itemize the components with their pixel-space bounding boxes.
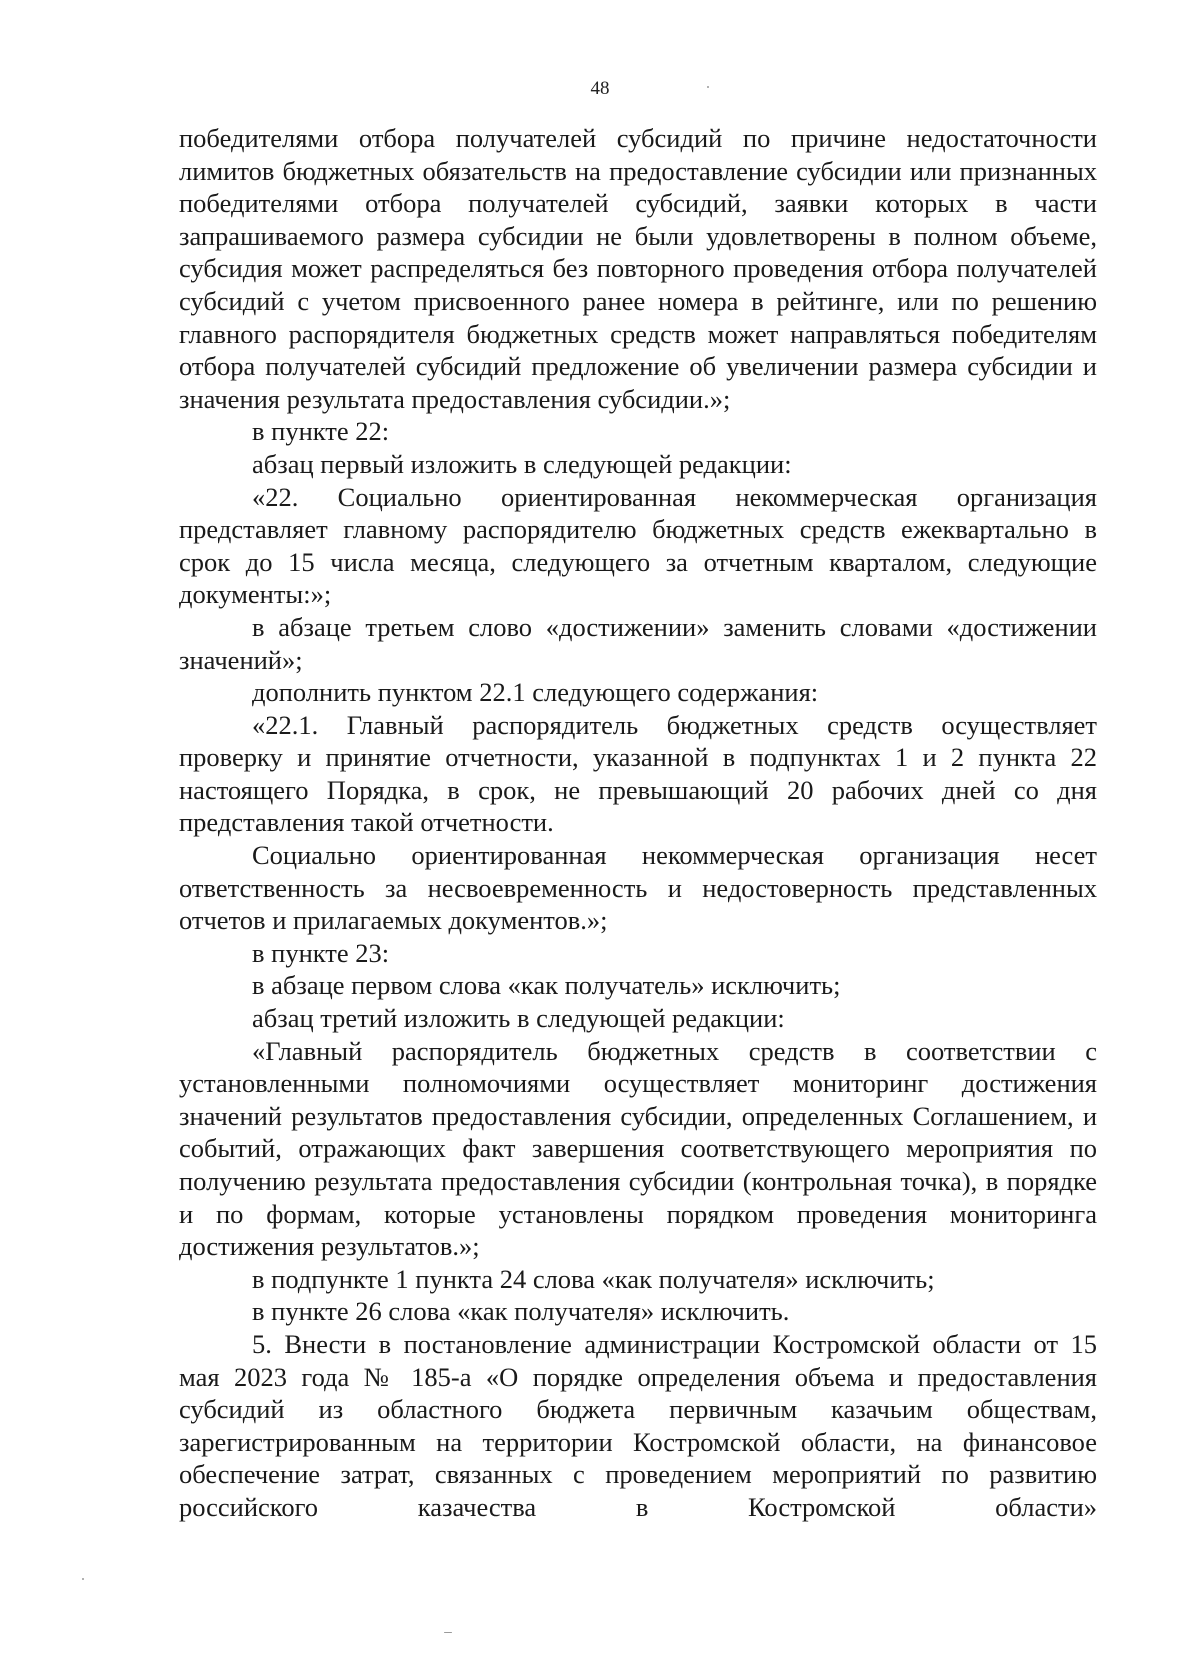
paragraph: дополнить пунктом 22.1 следующего содержания: xyxy=(252,677,819,708)
paragraph: в абзаце первом слова «как получатель» исключить; xyxy=(252,970,841,1001)
paragraph: победителями отбора получателей субсидий по причине недостаточности лимитов бюджетных обязательств на предоставление субсидии или признанных победителями отбора получателей субсидий, заявки которых в части запрашиваемого размера субсидии не были удовлетворены в полном объеме, субсидия может распределяться без повторного проведения отбора получателей субсидий с учетом присвоенного ранее номера в рейтинге, или по решению главного распорядителя бюджетных средств может направляться победителям отбора получателей субсидий предложение об увеличении размера субсидии и значения результата предоставления субсидии.»; xyxy=(179,123,1097,414)
paragraph: в подпункте 1 пункта 24 слова «как получателя» исключить; xyxy=(252,1263,935,1294)
paragraph: в абзаце третьем слово «достижении» заменить словами «достижении значений»; xyxy=(179,611,1097,675)
paragraph: «22. Социально ориентированная некоммерческая организация представляет главному распорядителю бюджетных средств ежеквартально в срок до 15 числа месяца, следующего за отчетным кварталом, следующие документы:»; xyxy=(179,481,1097,610)
document-body xyxy=(179,122,1097,1524)
paragraph: абзац первый изложить в следующей редакции: xyxy=(252,448,792,479)
scan-speck xyxy=(707,86,709,88)
paragraph: Социально ориентированная некоммерческая организация несет ответственность за несвоевременность и недостоверность представленных отчетов и прилагаемых документов.»; xyxy=(179,840,1097,936)
paragraph: 5. Внести в постановление администрации Костромской области от 15 мая 2023 года № 185-а «О порядке определения объема и предоставления субсидий из областного бюджета первичным казачьим обществам, зарегистрированным на территории Костромской области, на финансовое обеспечение затрат, связанных с проведением мероприятий по развитию российского казачества в Костромской области» xyxy=(179,1328,1097,1522)
paragraph: «Главный распорядитель бюджетных средств в соответствии с установленными полномочиями осуществляет мониторинг достижения значений результатов предоставления субсидии, определенных Соглашением, и событий, отражающих факт завершения соответствующего мероприятия по получению результата предоставления субсидии (контрольная точка), в порядке и по формам, которые установлены порядком проведения мониторинга достижения результатов.»; xyxy=(179,1035,1097,1262)
paragraph: абзац третий изложить в следующей редакции: xyxy=(252,1003,785,1034)
paragraph: в пункте 26 слова «как получателя» исключить. xyxy=(252,1296,790,1327)
paragraph: «22.1. Главный распорядитель бюджетных средств осуществляет проверку и принятие отчетности, указанной в подпунктах 1 и 2 пункта 22 настоящего Порядка, в срок, не превышающий 20 рабочих дней со дня представления такой отчетности. xyxy=(179,709,1097,838)
scan-speck xyxy=(82,1578,84,1580)
page-number: 48 xyxy=(590,78,610,99)
paragraph: в пункте 23: xyxy=(252,937,390,968)
scan-speck xyxy=(444,1632,452,1633)
paragraph: в пункте 22: xyxy=(252,416,390,447)
